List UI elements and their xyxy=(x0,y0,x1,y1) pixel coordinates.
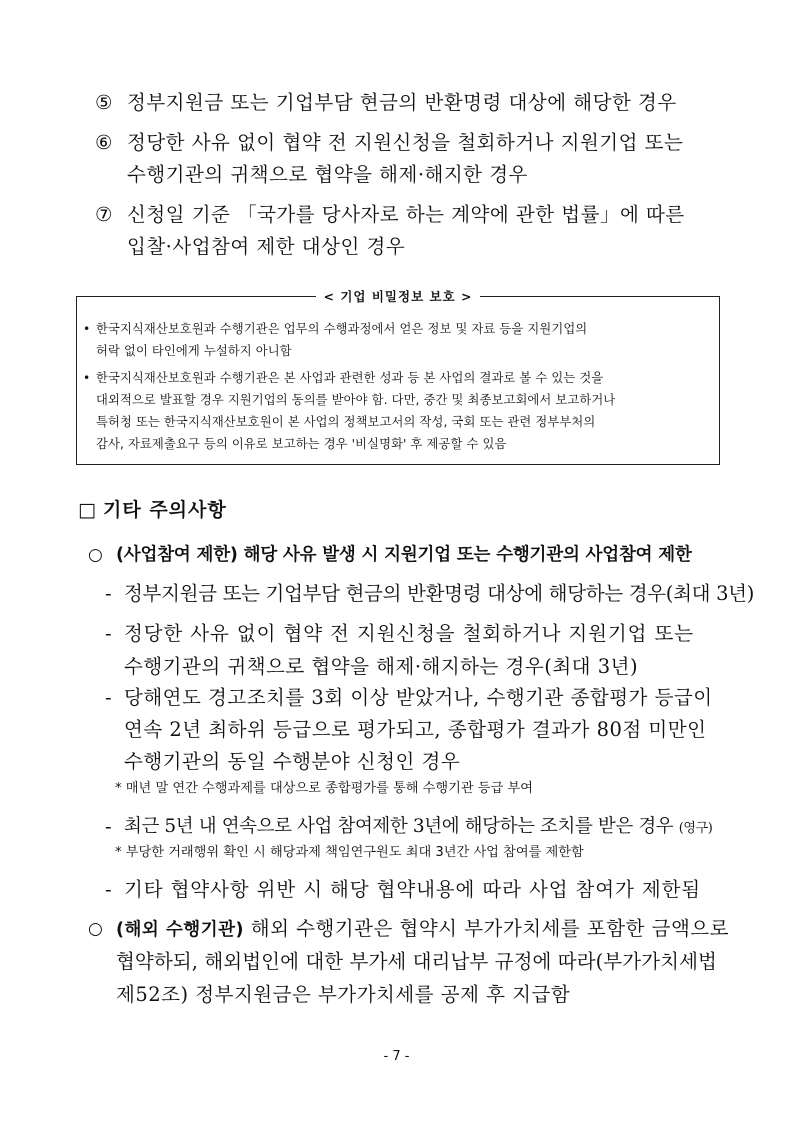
circle-marker: ○ xyxy=(88,545,104,565)
page-number: - 7 - xyxy=(383,1049,410,1064)
item-text: 최근 5년 내 연속으로 사업 참여제한 3년에 해당하는 조치를 받은 경우 (영구) xyxy=(124,816,713,837)
item-text: 수행기관의 귀책으로 협약을 해제·해지한 경우 xyxy=(127,163,528,186)
overseas-line-3: 제52조) 정부지원금은 부가가치세를 공제 후 지급함 xyxy=(116,983,571,1006)
box-text: 특허청 또는 한국지식재산보호원이 본 사업의 정책보고서의 작성, 국회 또는 관련 정부부처의 xyxy=(96,415,596,429)
item-marker: ⑦ xyxy=(95,203,113,226)
section-marker: □ xyxy=(78,499,96,521)
item-text: 입찰·사업참여 제한 대상인 경우 xyxy=(127,235,406,258)
confidentiality-box xyxy=(76,289,720,465)
note-evaluation: * 매년 말 연간 수행과제를 대상으로 종합평가를 통해 수행기관 등급 부여 xyxy=(115,781,533,796)
dash-marker: - xyxy=(105,878,113,901)
item-text: 수행기관의 동일 수행분야 신청인 경우 xyxy=(124,750,461,773)
box-text: 대외적으로 발표할 경우 지원기업의 동의를 받아야 함. 다만, 중간 및 최종보고회에서 보고하거나 xyxy=(96,393,616,407)
box-text: 한국지식재산보호원과 수행기관은 본 사업과 관련한 성과 등 본 사업의 결과로 볼 수 있는 것을 xyxy=(96,371,604,385)
restriction-heading-text: (사업참여 제한) 해당 사유 발생 시 지원기업 또는 수행기관의 사업참여 제한 xyxy=(116,545,692,565)
item-text: 정부지원금 또는 기업부담 현금의 반환명령 대상에 해당하는 경우(최대 3년) xyxy=(124,582,755,605)
item-text: 기타 협약사항 위반 시 해당 협약내용에 따라 사업 참여가 제한됨 xyxy=(124,878,702,901)
box-text: 한국지식재산보호원과 수행기관은 업무의 수행과정에서 얻은 정보 및 자료 등을 지원기업의 xyxy=(96,322,588,336)
overseas-line-2: 협약하되, 해외법인에 대한 부가세 대리납부 규정에 따라(부가가치세법 xyxy=(116,950,717,973)
item-text: 당해연도 경고조치를 3회 이상 받았거나, 수행기관 종합평가 등급이 xyxy=(124,686,713,709)
box-title: < 기업 비밀정보 보호 > xyxy=(77,286,719,305)
item-marker: ⑥ xyxy=(95,131,113,154)
note-unfair-trade: * 부당한 거래행위 확인 시 해당과제 책임연구원도 최대 3년간 사업 참여를 제한함 xyxy=(115,845,584,860)
item-text: 정부지원금 또는 기업부담 현금의 반환명령 대상에 해당한 경우 xyxy=(127,91,677,114)
box-text: 허락 없이 타인에게 누설하지 아니함 xyxy=(96,344,292,358)
item-text: 정당한 사유 없이 협약 전 지원신청을 철회하거나 지원기업 또는 xyxy=(124,622,694,645)
circle-marker: ○ xyxy=(88,919,104,939)
bullet-marker: • xyxy=(83,322,91,336)
section-title: 기타 주의사항 xyxy=(103,499,227,521)
dash-marker: - xyxy=(105,815,113,838)
overseas-line-1: (해외 수행기관) 해외 수행기관은 협약시 부가가치세를 포함한 금액으로 xyxy=(116,917,729,940)
item-text: 수행기관의 귀책으로 협약을 해제·해지하는 경우(최대 3년) xyxy=(124,655,639,678)
item-marker: ⑤ xyxy=(95,91,113,114)
dash-marker: - xyxy=(105,582,113,605)
item-text: 신청일 기준 「국가를 당사자로 하는 계약에 관한 법률」에 따른 xyxy=(127,203,685,226)
dash-marker: - xyxy=(105,622,113,645)
item-text: 연속 2년 최하위 등급으로 평가되고, 종합평가 결과가 80점 미만인 xyxy=(124,718,707,741)
item-text: 정당한 사유 없이 협약 전 지원신청을 철회하거나 지원기업 또는 xyxy=(127,131,684,154)
box-text: 감사, 자료제출요구 등의 이유로 보고하는 경우 '비실명화' 후 제공할 수 있음 xyxy=(96,437,507,451)
dash-marker: - xyxy=(105,686,113,709)
bullet-marker: • xyxy=(83,371,91,385)
